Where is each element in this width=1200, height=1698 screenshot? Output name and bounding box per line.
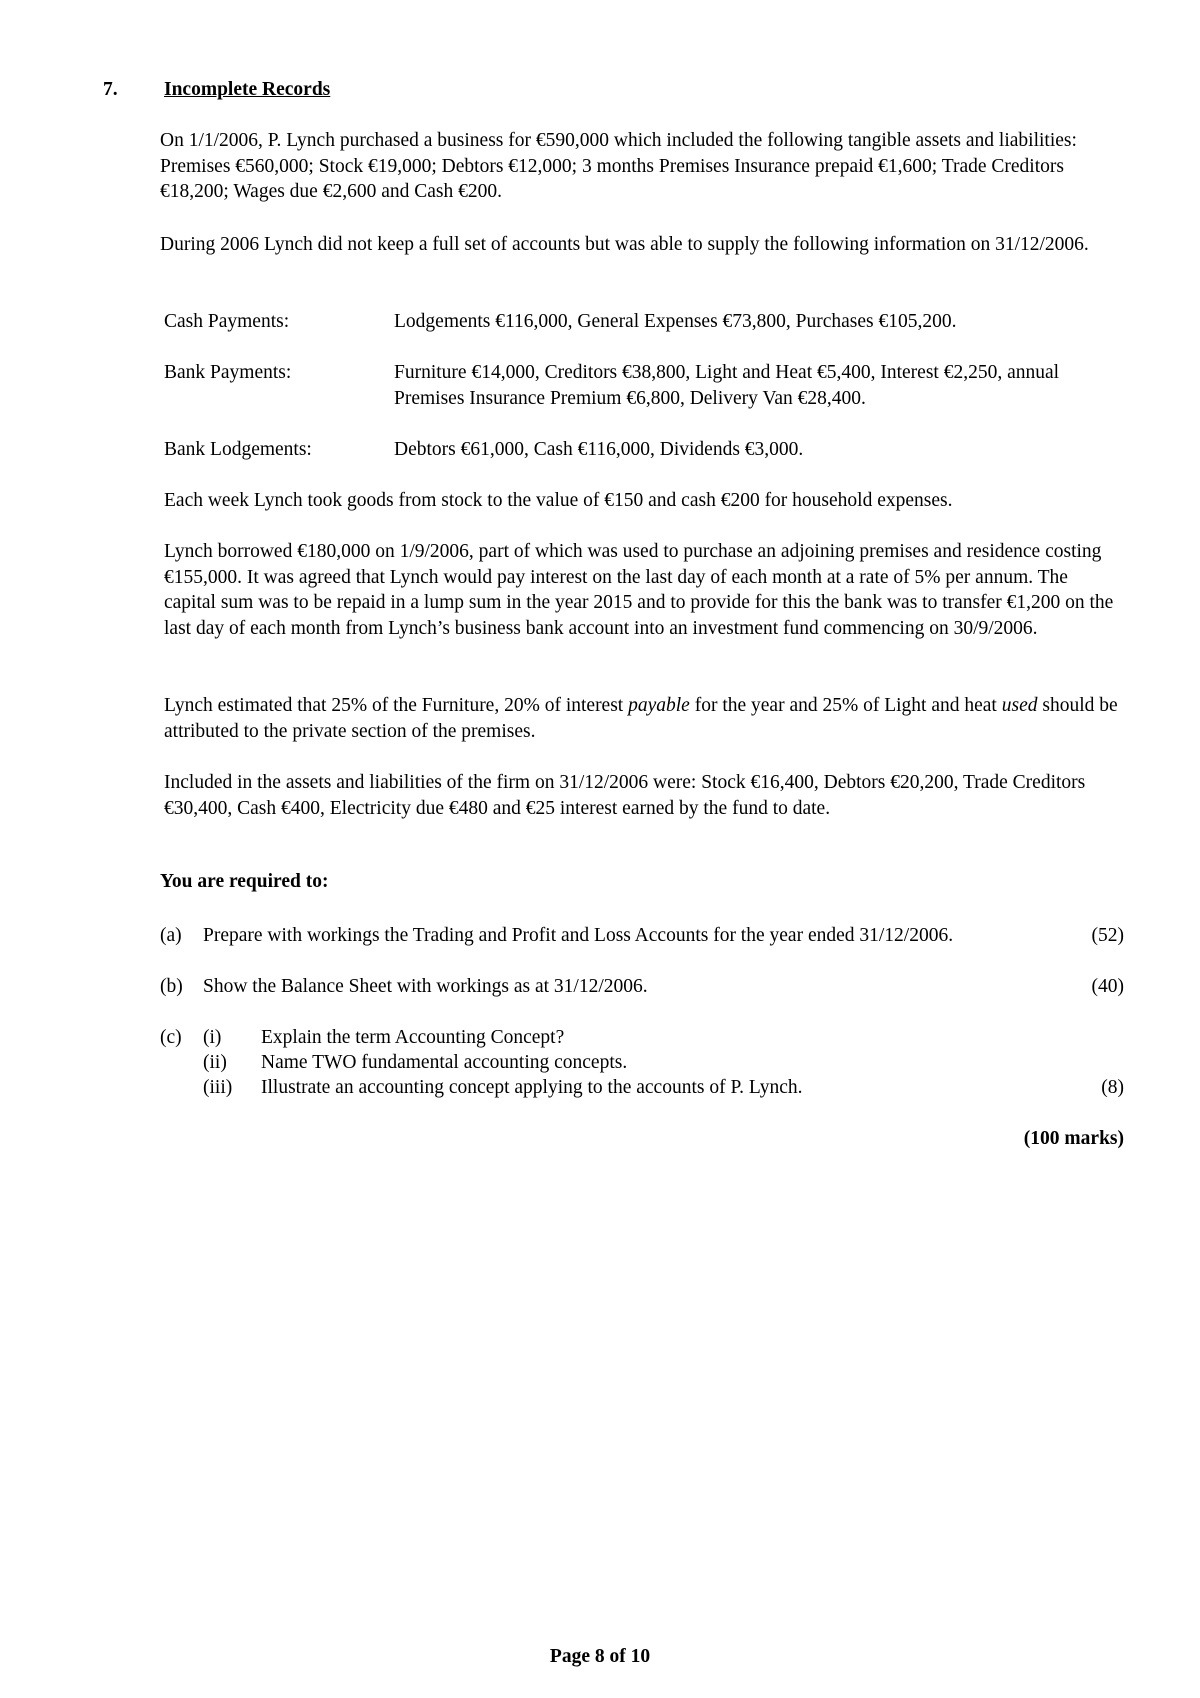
- emphasis-used: used: [1001, 695, 1038, 716]
- emphasis-payable: payable: [628, 695, 690, 716]
- part-c-iii-number: (iii): [203, 1077, 233, 1098]
- bank-payments-label: Bank Payments:: [164, 362, 292, 383]
- part-c-marks: (8): [1101, 1077, 1124, 1098]
- part-c-letter: (c): [160, 1027, 182, 1048]
- question-number: 7.: [103, 79, 118, 100]
- part-b-text: Show the Balance Sheet with workings as at 31/12/2006.: [203, 976, 648, 997]
- part-a-letter: (a): [160, 925, 182, 946]
- loan-paragraph: Lynch borrowed €180,000 on 1/9/2006, part of which was used to purchase an adjoining premises and residence costing €155,000. It was agreed that Lynch would pay interest on the last day of each month at a rate of 5% per annum. The capital sum was to be repaid in a lump sum in the year 2015 and to provide for this the bank was to transfer €1,200 on the last day of each month from Lynch’s business bank account into an investment fund commencing on 30/9/2006.: [164, 541, 1114, 639]
- part-b-marks: (40): [1091, 976, 1124, 997]
- closing-balances-paragraph: Included in the assets and liabilities of the firm on 31/12/2006 were: Stock €16,400, Debtors €20,200, Trade Creditors €30,400, Cash €400, Electricity due €480 and €25 interest earned by the fund to date.: [164, 772, 1086, 819]
- part-a-marks: (52): [1091, 925, 1124, 946]
- info-paragraph: During 2006 Lynch did not keep a full set of accounts but was able to supply the following information on 31/12/2006.: [160, 234, 1089, 255]
- part-c-ii-text: Name TWO fundamental accounting concepts.: [261, 1052, 628, 1073]
- bank-lodgements-label: Bank Lodgements:: [164, 439, 312, 460]
- part-b-letter: (b): [160, 976, 183, 997]
- requirements-heading: You are required to:: [160, 871, 329, 892]
- part-a-text: Prepare with workings the Trading and Profit and Loss Accounts for the year ended 31/12/2006.: [203, 925, 954, 946]
- bank-lodgements-value: Debtors €61,000, Cash €116,000, Dividends €3,000.: [394, 439, 804, 460]
- cash-payments-value: Lodgements €116,000, General Expenses €73,800, Purchases €105,200.: [394, 311, 957, 332]
- private-use-paragraph: [164, 693, 1120, 744]
- part-c-ii-number: (ii): [203, 1052, 227, 1073]
- part-c-iii-text: Illustrate an accounting concept applying to the accounts of P. Lynch.: [261, 1077, 803, 1098]
- part-c-i-text: Explain the term Accounting Concept?: [261, 1027, 565, 1048]
- part-c-i-number: (i): [203, 1027, 222, 1048]
- intro-paragraph: On 1/1/2006, P. Lynch purchased a business for €590,000 which included the following tangible assets and liabilities: Premises €560,000; Stock €19,000; Debtors €12,000; 3 months Premises Insurance prepaid €1,600; Trade Creditors €18,200; Wages due €2,600 and Cash €200.: [160, 130, 1077, 202]
- estimate-text-c: should be attributed to the private section of the premises.: [164, 695, 1118, 742]
- weekly-drawings-paragraph: Each week Lynch took goods from stock to the value of €150 and cash €200 for household expenses.: [164, 490, 953, 511]
- question-title: Incomplete Records: [164, 79, 331, 100]
- estimate-text-a: Lynch estimated that 25% of the Furniture, 20% of interest: [164, 695, 629, 716]
- total-marks: (100 marks): [1023, 1128, 1124, 1149]
- bank-payments-value: Furniture €14,000, Creditors €38,800, Light and Heat €5,400, Interest €2,250, annual Premises Insurance Premium €6,800, Delivery Van €28,400.: [394, 362, 1060, 409]
- page-footer: Page 8 of 10: [549, 1646, 651, 1667]
- cash-payments-label: Cash Payments:: [164, 311, 290, 332]
- estimate-text-b: for the year and 25% of Light and heat: [689, 695, 1002, 716]
